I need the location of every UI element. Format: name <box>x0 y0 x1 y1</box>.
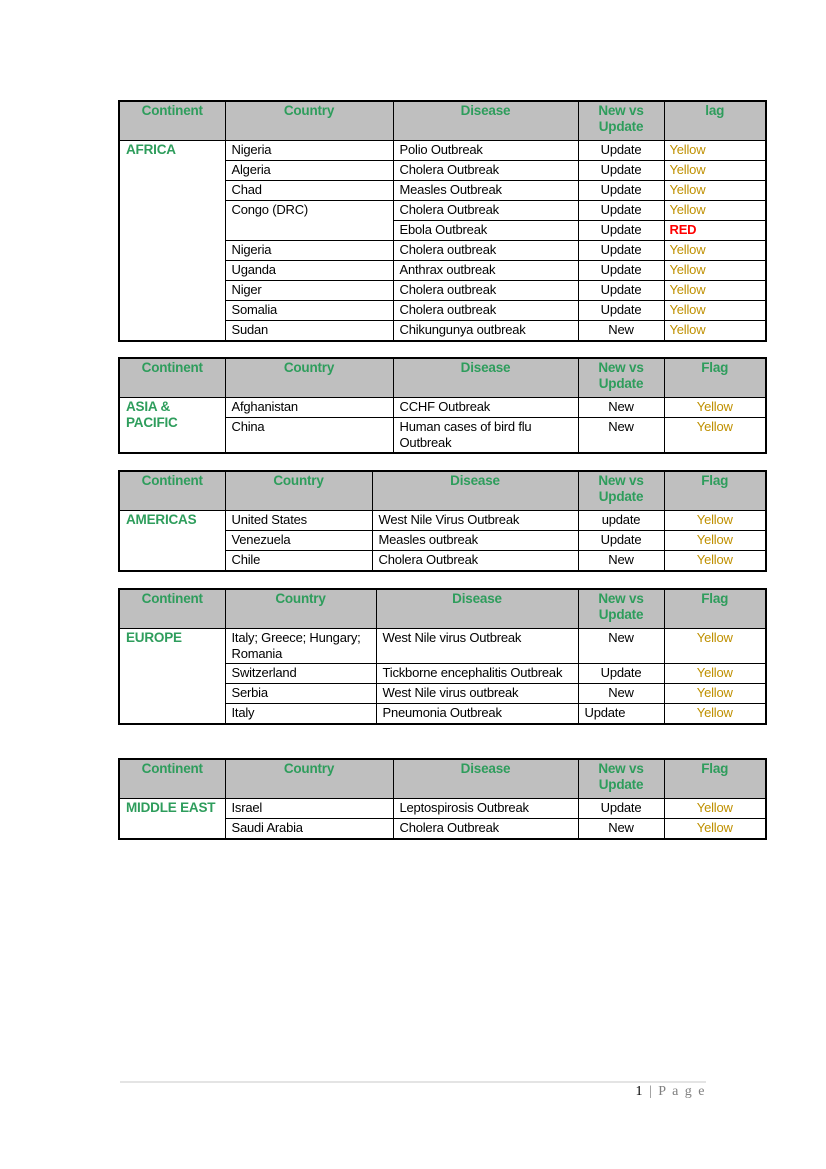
country-cell: Uganda <box>225 261 393 281</box>
disease-cell: Cholera Outbreak <box>393 161 578 181</box>
disease-cell: Tickborne encephalitis Outbreak <box>376 664 578 684</box>
continent-cell: EUROPE <box>119 629 225 725</box>
page-footer <box>406 1084 706 1100</box>
flag-cell: Yellow <box>664 629 766 664</box>
country-cell: Serbia <box>225 684 376 704</box>
table-row <box>119 629 766 664</box>
status-cell: Update <box>578 181 664 201</box>
flag-cell: Yellow <box>664 141 766 161</box>
disease-cell: West Nile Virus Outbreak <box>372 511 578 531</box>
column-header-new-vs-update: New vs Update <box>578 471 664 511</box>
status-cell: Update <box>578 301 664 321</box>
country-cell: Afghanistan <box>225 398 393 418</box>
status-cell: Update <box>578 704 664 725</box>
table-row <box>119 511 766 531</box>
flag-cell: Yellow <box>664 181 766 201</box>
middle-east-outbreaks-table <box>118 758 767 840</box>
status-cell: Update <box>578 799 664 819</box>
column-header-flag: Flag <box>664 471 766 511</box>
status-cell: Update <box>578 261 664 281</box>
country-cell: Nigeria <box>225 141 393 161</box>
column-header-new-vs-update: New vs Update <box>578 589 664 629</box>
status-cell: New <box>578 398 664 418</box>
flag-cell: Yellow <box>664 684 766 704</box>
status-cell: New <box>578 551 664 572</box>
disease-cell: Measles outbreak <box>372 531 578 551</box>
disease-cell: CCHF Outbreak <box>393 398 578 418</box>
status-cell: Update <box>578 201 664 221</box>
column-header-country: Country <box>225 101 393 141</box>
country-cell: Italy; Greece; Hungary; Romania <box>225 629 376 664</box>
header-row <box>119 471 766 511</box>
column-header-flag: Flag <box>664 759 766 799</box>
column-header-new-vs-update: New vs Update <box>578 358 664 398</box>
footer-page-label: | P a g e <box>649 1084 706 1099</box>
flag-cell: Yellow <box>664 511 766 531</box>
flag-cell: RED <box>664 221 766 241</box>
column-header-disease: Disease <box>376 589 578 629</box>
status-cell: New <box>578 819 664 840</box>
status-cell: New <box>578 321 664 342</box>
status-cell: New <box>578 684 664 704</box>
footer-page-number: 1 <box>635 1084 644 1099</box>
continent-cell: AFRICA <box>119 141 225 342</box>
flag-cell: Yellow <box>664 418 766 454</box>
column-header-new-vs-update: New vs Update <box>578 759 664 799</box>
column-header-continent: Continent <box>119 358 225 398</box>
country-cell: United States <box>225 511 372 531</box>
disease-cell: Cholera Outbreak <box>393 201 578 221</box>
status-cell: Update <box>578 141 664 161</box>
column-header-continent: Continent <box>119 589 225 629</box>
flag-cell: Yellow <box>664 201 766 221</box>
country-cell: Venezuela <box>225 531 372 551</box>
disease-cell: Chikungunya outbreak <box>393 321 578 342</box>
disease-cell: Leptospirosis Outbreak <box>393 799 578 819</box>
column-header-country: Country <box>225 471 372 511</box>
status-cell: Update <box>578 281 664 301</box>
asia-pacific-outbreaks-table <box>118 357 767 454</box>
country-cell: Italy <box>225 704 376 725</box>
continent-cell: AMERICAS <box>119 511 225 572</box>
header-row <box>119 101 766 141</box>
disease-cell: West Nile virus Outbreak <box>376 629 578 664</box>
status-cell: Update <box>578 161 664 181</box>
column-header-country: Country <box>225 759 393 799</box>
column-header-new-vs-update: New vs Update <box>578 101 664 141</box>
country-cell: Somalia <box>225 301 393 321</box>
country-cell: Niger <box>225 281 393 301</box>
status-cell: New <box>578 418 664 454</box>
column-header-continent: Continent <box>119 759 225 799</box>
flag-cell: Yellow <box>664 398 766 418</box>
disease-cell: Measles Outbreak <box>393 181 578 201</box>
status-cell: Update <box>578 664 664 684</box>
flag-cell: Yellow <box>664 799 766 819</box>
column-header-disease: Disease <box>393 759 578 799</box>
table-row <box>119 141 766 161</box>
flag-cell: Yellow <box>664 281 766 301</box>
country-cell: Sudan <box>225 321 393 342</box>
country-cell: Israel <box>225 799 393 819</box>
disease-cell: Pneumonia Outbreak <box>376 704 578 725</box>
disease-cell: Cholera Outbreak <box>372 551 578 572</box>
flag-cell: Yellow <box>664 241 766 261</box>
country-cell: Switzerland <box>225 664 376 684</box>
disease-cell: Polio Outbreak <box>393 141 578 161</box>
column-header-country: Country <box>225 358 393 398</box>
column-header-disease: Disease <box>393 358 578 398</box>
status-cell: New <box>578 629 664 664</box>
column-header-continent: Continent <box>119 471 225 511</box>
flag-cell: Yellow <box>664 301 766 321</box>
status-cell: update <box>578 511 664 531</box>
americas-outbreaks-table <box>118 470 767 572</box>
disease-cell: West Nile virus outbreak <box>376 684 578 704</box>
country-cell: Congo (DRC) <box>225 201 393 241</box>
flag-cell: Yellow <box>664 551 766 572</box>
flag-cell: Yellow <box>664 261 766 281</box>
status-cell: Update <box>578 221 664 241</box>
table-row <box>119 398 766 418</box>
country-cell: China <box>225 418 393 454</box>
flag-cell: Yellow <box>664 531 766 551</box>
status-cell: Update <box>578 531 664 551</box>
africa-outbreaks-table <box>118 100 767 342</box>
continent-cell: ASIA & PACIFIC <box>119 398 225 454</box>
country-cell: Saudi Arabia <box>225 819 393 840</box>
disease-cell: Cholera Outbreak <box>393 819 578 840</box>
header-row <box>119 759 766 799</box>
column-header-flag: Flag <box>664 589 766 629</box>
country-cell: Chad <box>225 181 393 201</box>
flag-cell: Yellow <box>664 704 766 725</box>
country-cell: Chile <box>225 551 372 572</box>
country-cell: Algeria <box>225 161 393 181</box>
column-header-flag: Flag <box>664 358 766 398</box>
footer-divider <box>120 1081 706 1083</box>
table-row <box>119 799 766 819</box>
column-header-country: Country <box>225 589 376 629</box>
country-cell: Nigeria <box>225 241 393 261</box>
disease-cell: Human cases of bird flu Outbreak <box>393 418 578 454</box>
flag-cell: Yellow <box>664 664 766 684</box>
disease-cell: Cholera outbreak <box>393 301 578 321</box>
disease-cell: Anthrax outbreak <box>393 261 578 281</box>
continent-cell: MIDDLE EAST <box>119 799 225 840</box>
header-row <box>119 589 766 629</box>
flag-cell: Yellow <box>664 161 766 181</box>
column-header-continent: Continent <box>119 101 225 141</box>
status-cell: Update <box>578 241 664 261</box>
column-header-disease: Disease <box>393 101 578 141</box>
flag-cell: Yellow <box>664 321 766 342</box>
flag-cell: Yellow <box>664 819 766 840</box>
disease-cell: Cholera outbreak <box>393 241 578 261</box>
column-header-flag: lag <box>664 101 766 141</box>
europe-outbreaks-table <box>118 588 767 725</box>
disease-cell: Cholera outbreak <box>393 281 578 301</box>
disease-cell: Ebola Outbreak <box>393 221 578 241</box>
column-header-disease: Disease <box>372 471 578 511</box>
header-row <box>119 358 766 398</box>
